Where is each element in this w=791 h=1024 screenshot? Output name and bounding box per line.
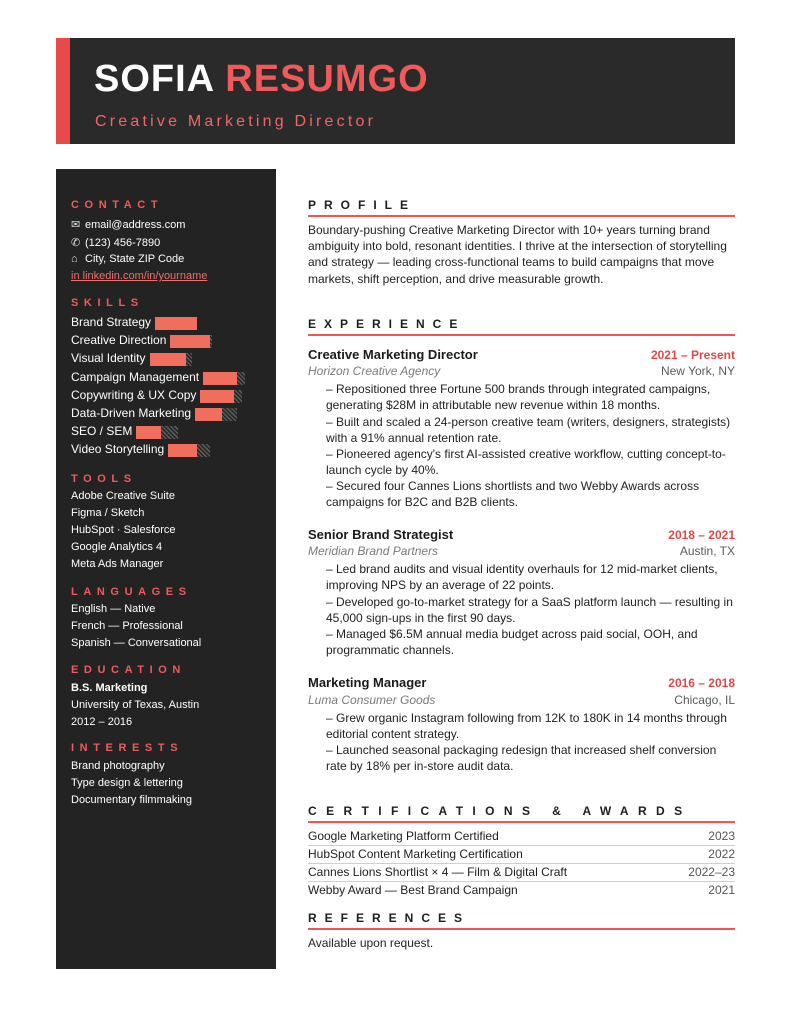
cert-year: 2022–23: [688, 865, 735, 879]
linkedin-icon: in: [71, 270, 80, 282]
job-bullet: – Grew organic Instagram following from 12K to 180K in 14 months through editorial content strategy.: [326, 711, 727, 742]
skill-label: Copywriting & UX Copy: [71, 388, 197, 402]
job-dates: 2021 – Present: [650, 348, 735, 362]
skill-level-bar: [203, 372, 245, 385]
experience-rule: [308, 334, 735, 336]
education-years: 2012 – 2016: [71, 716, 133, 728]
skill-level-fill: [150, 353, 186, 366]
job-title: Creative Marketing Director: [308, 347, 478, 362]
cert-name: HubSpot Content Marketing Certification: [308, 847, 523, 861]
header-banner: [56, 38, 735, 144]
certifications-heading: CERTIFICATIONS & AWARDS: [308, 804, 692, 818]
job-dates: 2016 – 2018: [668, 676, 735, 690]
cert-name: Cannes Lions Shortlist × 4 — Film & Digital Craft: [308, 865, 568, 879]
job-location: Austin, TX: [679, 544, 735, 558]
skill-level-remainder: [197, 444, 210, 457]
skill-level-remainder: [161, 426, 178, 439]
sidebar: [56, 169, 276, 969]
tool-item: Meta Ads Manager: [71, 558, 164, 570]
linkedin-text: linkedin.com/in/yourname: [82, 270, 208, 282]
tools-heading: TOOLS: [71, 473, 137, 485]
certifications-rule: [308, 821, 735, 823]
home-icon: ⌂: [71, 253, 78, 265]
tool-item: Google Analytics 4: [71, 541, 163, 553]
candidate-name: [94, 58, 429, 101]
skill-level-remainder: [186, 353, 192, 366]
job-dates: 2018 – 2021: [668, 528, 735, 542]
profile-rule: [308, 215, 735, 217]
references-rule: [308, 928, 735, 930]
education-degree: B.S. Marketing: [71, 682, 148, 694]
skill-level-fill: [170, 335, 210, 348]
skill-level-remainder: [210, 335, 212, 348]
skill-level-remainder: [234, 390, 242, 403]
job-bullet: – Launched seasonal packaging redesign that increased shelf conversion rate by 18% per in-store audit data.: [326, 743, 717, 774]
skill-level-bar: [195, 408, 237, 421]
job-bullet: – Pioneered agency's first AI-assisted creative workflow, cutting concept-to-launch cycle by 40%.: [326, 447, 726, 478]
job-bullet: – Managed $6.5M annual media budget across paid social, OOH, and programmatic channels.: [326, 627, 698, 658]
linkedin-link[interactable]: [71, 270, 207, 282]
skill-level-bar: [168, 444, 210, 457]
cert-divider: [308, 881, 735, 882]
phone-text: (123) 456-7890: [85, 237, 161, 249]
cert-divider: [308, 845, 735, 846]
language-item: English — Native: [71, 603, 156, 615]
interest-item: Type design & lettering: [71, 777, 183, 789]
cert-year: 2023: [708, 829, 735, 843]
skill-label: Video Storytelling: [71, 442, 165, 456]
last-name: RESUMGO: [225, 58, 429, 100]
skill-label: Data-Driven Marketing: [71, 406, 192, 420]
skill-level-fill: [203, 372, 237, 385]
language-item: French — Professional: [71, 620, 183, 632]
experience-heading: EXPERIENCE: [308, 317, 466, 331]
skill-label: Creative Direction: [71, 333, 167, 347]
job-bullet: – Led brand audits and visual identity overhauls for 12 mid-market clients, improving NPS by an average of 22 points.: [326, 562, 718, 593]
education-heading: EDUCATION: [71, 664, 186, 676]
cert-year: 2021: [708, 883, 735, 897]
skill-level-remainder: [237, 372, 245, 385]
job-title-subtitle: Creative Marketing Director: [95, 113, 377, 130]
skill-level-bar: [200, 390, 242, 403]
skill-level-fill: [136, 426, 161, 439]
interest-item: Brand photography: [71, 760, 165, 772]
contact-phone[interactable]: [71, 236, 160, 249]
job-company: Horizon Creative Agency: [308, 364, 441, 378]
cert-divider: [308, 863, 735, 864]
tool-item: HubSpot · Salesforce: [71, 524, 176, 536]
references-heading: REFERENCES: [308, 911, 471, 925]
job-location: New York, NY: [660, 364, 735, 378]
contact-address: [71, 253, 184, 265]
skill-level-bar: [136, 426, 178, 439]
job-bullet: – Repositioned three Fortune 500 brands through integrated campaigns, generating $28M in attributable new revenue within 18 months.: [326, 382, 711, 413]
skill-label: SEO / SEM: [71, 424, 133, 438]
language-item: Spanish — Conversational: [71, 637, 202, 649]
job-title: Marketing Manager: [308, 675, 427, 690]
profile-heading: PROFILE: [308, 198, 417, 212]
interest-item: Documentary filmmaking: [71, 794, 193, 806]
job-location: Chicago, IL: [674, 693, 735, 707]
cert-name: Webby Award — Best Brand Campaign: [308, 883, 518, 897]
contact-email[interactable]: [71, 218, 185, 231]
skill-level-remainder: [222, 408, 237, 421]
tool-item: Figma / Sketch: [71, 507, 145, 519]
skill-label: Campaign Management: [71, 370, 200, 384]
address-text: City, State ZIP Code: [85, 253, 185, 265]
first-name: SOFIA: [94, 58, 214, 100]
skill-label: Brand Strategy: [71, 315, 152, 329]
job-bullet: – Built and scaled a 24-person creative team (writers, designers, strategists) with a 91% annual retention rate.: [326, 415, 731, 446]
skill-level-fill: [168, 444, 197, 457]
job-company: Meridian Brand Partners: [308, 544, 439, 558]
skill-level-fill: [200, 390, 234, 403]
languages-heading: LANGUAGES: [71, 586, 192, 598]
tool-item: Adobe Creative Suite: [71, 490, 175, 502]
job-company: Luma Consumer Goods: [308, 693, 436, 707]
job-bullet: – Developed go-to-market strategy for a SaaS platform launch — resulting in 45,000 sign-ups in the first 90 days.: [326, 595, 733, 626]
skill-level-fill: [155, 317, 197, 330]
job-bullet: – Secured four Cannes Lions shortlists and two Webby Awards across campaigns for B2C and B2B clients.: [326, 479, 700, 510]
cert-year: 2022: [708, 847, 735, 861]
cert-name: Google Marketing Platform Certified: [308, 829, 499, 843]
education-school: University of Texas, Austin: [71, 699, 200, 711]
email-text: email@address.com: [85, 219, 186, 231]
skill-level-bar: [150, 353, 192, 366]
references-text: Available upon request.: [308, 936, 434, 950]
skills-heading: SKILLS: [71, 297, 144, 309]
job-title: Senior Brand Strategist: [308, 527, 454, 542]
skill-level-bar: [170, 335, 212, 348]
phone-icon: ✆: [71, 237, 81, 249]
profile-text: Boundary-pushing Creative Marketing Director with 10+ years turning brand ambiguity into bold, resonant identities. I thrive at the intersection of storytelling and strategy — leading cross-functional teams to build campaigns that move markets, shift perception, and drive measurable growth.: [308, 223, 727, 286]
contact-heading: CONTACT: [71, 199, 164, 211]
envelope-icon: ✉: [71, 219, 81, 231]
skill-label: Visual Identity: [71, 351, 146, 365]
header-accent-bar: [56, 38, 70, 144]
skill-level-fill: [195, 408, 222, 421]
skill-level-bar: [155, 317, 197, 330]
interests-heading: INTERESTS: [71, 742, 184, 754]
